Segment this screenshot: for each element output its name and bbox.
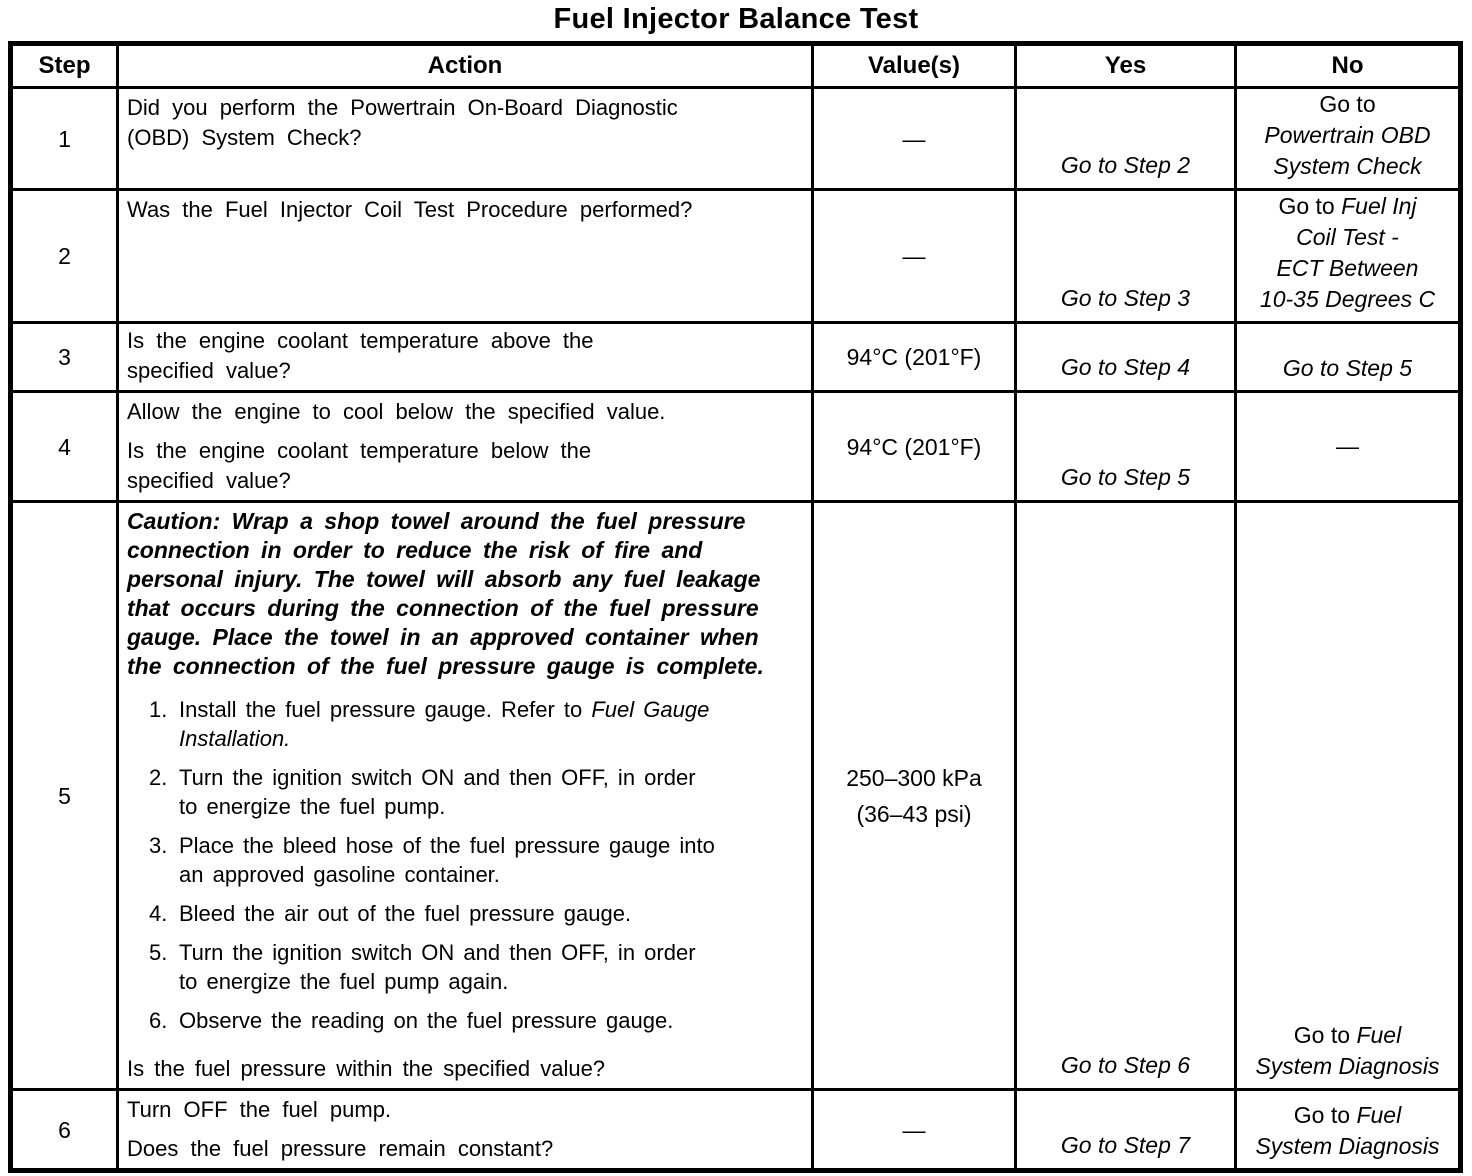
action-cell [118,323,813,392]
caution-text-line: gauge. Place the towel in an approved container when [127,624,759,650]
action-cell [118,392,813,502]
action-text-line: Was the Fuel Injector Coil Test Procedure performed? [127,197,693,222]
step-cell: 1 [11,88,118,190]
table-row-1 [11,88,1461,190]
caution-text-line: that occurs during the connection of the fuel pressure [127,595,759,621]
list-item-line: to energize the fuel pump again. [179,969,509,994]
value-cell: 94°C (201°F) [813,392,1016,502]
yes-cell: Go to Step 2 [1016,88,1236,190]
list-item-number: 3. [149,833,168,858]
list-item [149,1006,805,1035]
step-cell: 2 [11,190,118,323]
caution-text-line: connection in order to reduce the risk of fire and [127,537,703,563]
no-text-line: Coil Test - [1296,224,1399,250]
list-item-line: to energize the fuel pump. [179,794,446,819]
action-question: Is the fuel pressure within the specified value? [127,1056,606,1081]
no-text-line [1237,1100,1458,1131]
list-item-number: 4. [149,901,168,926]
value-cell: — [813,190,1016,323]
action-cell [118,1090,813,1171]
list-item [149,938,805,996]
no-cell [1236,190,1461,323]
yes-cell: Go to Step 6 [1016,502,1236,1090]
yes-cell: Go to Step 4 [1016,323,1236,392]
list-item-number: 1. [149,697,168,722]
list-text: Fuel Gauge [591,697,710,722]
step-cell: 3 [11,323,118,392]
value-cell: — [813,88,1016,190]
yes-cell: Go to Step 3 [1016,190,1236,323]
list-item-line: Bleed the air out of the fuel pressure gauge. [179,901,632,926]
caution-text-line: personal injury. The towel will absorb any fuel leakage [127,566,761,592]
no-text-line: Powertrain OBD [1264,122,1431,148]
action-text-line: Turn OFF the fuel pump. [127,1097,392,1122]
header-row [11,44,1461,88]
numbered-list [149,695,805,1035]
table-row-4 [11,392,1461,502]
no-text-line [1237,191,1458,222]
list-item-line: Place the bleed hose of the fuel pressure gauge into [179,833,715,858]
list-text: Install the fuel pressure gauge. Refer to [179,697,592,722]
table-row-6 [11,1090,1461,1171]
value-cell: 94°C (201°F) [813,323,1016,392]
no-text: Fuel Inj [1341,193,1417,219]
no-text-line: System Diagnosis [1255,1053,1440,1079]
no-text: Go to [1278,193,1335,219]
no-text-line: ECT Between [1276,255,1419,281]
step-cell: 4 [11,392,118,502]
col-header-values: Value(s) [813,44,1016,88]
list-item-text [179,695,709,753]
action-text-line: Allow the engine to cool below the specified value. [127,399,666,424]
value-cell: — [813,1090,1016,1171]
value-text-line: 250–300 kPa [846,764,982,791]
col-header-no: No [1236,44,1461,88]
no-text-line: 10-35 Degrees C [1259,286,1436,312]
list-item-text [179,763,696,821]
table-row-2 [11,190,1461,323]
value-text-line: (36–43 psi) [856,800,972,827]
action-text-line: specified value? [127,358,291,383]
no-text: Go to [1293,1102,1351,1128]
no-text: Go to [1293,1022,1351,1048]
action-text-line: Did you perform the Powertrain On-Board Diagnostic [127,95,678,120]
diagnostic-table [8,41,1463,1173]
action-cell [118,190,813,323]
list-item [149,899,805,928]
action-text-line: (OBD) System Check? [127,125,362,150]
list-item-text [179,938,696,996]
list-item-number: 5. [149,940,168,965]
action-text-line: specified value? [127,468,291,493]
col-header-step: Step [11,44,118,88]
action-text-line: Is the engine coolant temperature above the [127,328,594,353]
value-cell [813,502,1016,1090]
no-cell: Go to Step 5 [1236,323,1461,392]
no-text-line: System Check [1273,153,1422,179]
caution-text [127,507,805,681]
list-item-line: Installation. [179,726,291,751]
no-cell [1236,88,1461,190]
list-item-text [179,1006,673,1035]
action-text-line: Does the fuel pressure remain constant? [127,1136,554,1161]
list-item-number: 6. [149,1008,168,1033]
action-cell [118,502,813,1090]
list-item-line: Turn the ignition switch ON and then OFF, in order [179,765,696,790]
step-cell: 6 [11,1090,118,1171]
action-text-line: Is the engine coolant temperature below the [127,438,592,463]
list-item-line: Observe the reading on the fuel pressure gauge. [179,1008,674,1033]
list-item-text [179,899,631,928]
caution-text-line: the connection of the fuel pressure gauge is complete. [127,653,764,679]
table-row-3 [11,323,1461,392]
col-header-yes: Yes [1016,44,1236,88]
list-item-line [179,695,709,724]
yes-cell: Go to Step 5 [1016,392,1236,502]
no-text-line: System Diagnosis [1255,1133,1440,1159]
step-cell: 5 [11,502,118,1090]
caution-text-line: Caution: Wrap a shop towel around the fuel pressure [127,508,746,534]
no-cell: — [1236,392,1461,502]
no-text: Fuel [1356,1022,1402,1048]
list-item-line: an approved gasoline container. [179,862,500,887]
yes-cell: Go to Step 7 [1016,1090,1236,1171]
list-item [149,695,805,753]
list-item [149,831,805,889]
page-title: Fuel Injector Balance Test [553,3,919,35]
no-text-line [1237,1020,1458,1051]
table-row-5 [11,502,1461,1090]
no-text-line: Go to [1319,91,1376,117]
col-header-action: Action [118,44,813,88]
list-item-line: Turn the ignition switch ON and then OFF, in order [179,940,696,965]
no-cell [1236,1090,1461,1171]
list-item-text [179,831,715,889]
no-text: Fuel [1356,1102,1402,1128]
list-item [149,763,805,821]
no-cell [1236,502,1461,1090]
list-item-number: 2. [149,765,168,790]
action-cell [118,88,813,190]
